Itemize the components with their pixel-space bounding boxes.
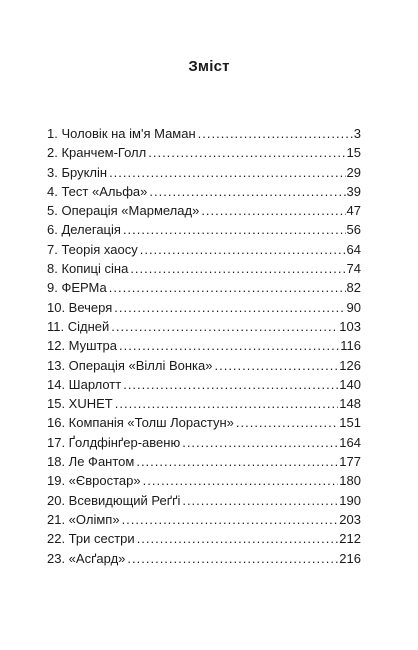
toc-entry <box>47 124 361 143</box>
toc-entry <box>47 163 361 182</box>
toc-entry <box>47 375 361 394</box>
toc-entry <box>47 394 361 413</box>
toc-leader-dots <box>119 336 339 355</box>
toc-entry <box>47 452 361 471</box>
toc-page-number: 190 <box>339 492 361 508</box>
toc-leader-dots <box>122 510 339 529</box>
toc-leader-dots <box>123 220 346 239</box>
toc-entry <box>47 471 361 490</box>
toc-entry-title: 12. Муштра <box>47 338 118 354</box>
toc-page-number: 3 <box>353 126 361 141</box>
toc-entry <box>47 529 361 548</box>
toc-leader-dots <box>109 163 345 182</box>
toc-page-number: 148 <box>339 396 361 412</box>
toc-entry <box>47 278 361 297</box>
toc-leader-dots <box>214 356 338 375</box>
toc-leader-dots <box>182 433 338 452</box>
toc-entry-title: 2. Кранчем-Голл <box>47 145 147 161</box>
toc-leader-dots <box>149 182 345 201</box>
toc-entry <box>47 201 361 220</box>
toc-leader-dots <box>114 298 345 317</box>
toc-entry-title: 9. ФЕРМа <box>47 280 107 296</box>
page-title: Зміст <box>188 58 230 75</box>
toc-page-number: 140 <box>339 376 361 392</box>
toc-page-number: 103 <box>339 318 361 334</box>
toc-page-number: 47 <box>346 203 361 219</box>
toc-leader-dots <box>236 413 338 432</box>
toc-page-number: 29 <box>346 164 361 180</box>
toc-page-number: 15 <box>346 145 361 161</box>
toc-entry-title: 21. «Олімп» <box>47 511 120 527</box>
toc-page-number: 82 <box>346 280 361 296</box>
toc-entry <box>47 317 361 336</box>
toc-entry <box>47 182 361 201</box>
toc-entry <box>47 220 361 239</box>
toc-page-number: 56 <box>346 222 361 238</box>
toc-leader-dots <box>143 471 339 490</box>
toc-entry-title: 18. Ле Фантом <box>47 454 135 470</box>
toc-entry-title: 15. ХUНЕТ <box>47 396 113 412</box>
toc-entry-title: 8. Копиці сіна <box>47 261 129 277</box>
toc-page-number: 90 <box>346 299 361 315</box>
toc-leader-dots <box>127 549 338 568</box>
toc-entry-title: 7. Теорія хаосу <box>47 241 138 257</box>
toc-entry-title: 22. Три сестри <box>47 531 135 547</box>
toc-page-number: 126 <box>339 357 361 373</box>
toc-leader-dots <box>201 201 345 220</box>
toc-entry <box>47 491 361 510</box>
toc-page-number: 39 <box>346 183 361 199</box>
toc-entry <box>47 413 361 432</box>
toc-entry-title: 17. Ґолдфінґер-авеню <box>47 434 181 450</box>
toc-leader-dots <box>198 124 353 143</box>
toc-leader-dots <box>140 240 346 259</box>
toc-entry <box>47 259 361 278</box>
toc-entry-title: 10. Вечеря <box>47 299 113 315</box>
toc-page-number: 216 <box>339 550 361 566</box>
toc-entry <box>47 549 361 568</box>
toc-entry-title: 5. Операція «Мармелад» <box>47 203 200 219</box>
toc-leader-dots <box>123 375 338 394</box>
toc-entry <box>47 433 361 452</box>
toc-entry-title: 20. Всевидющий Реґґі <box>47 492 181 508</box>
toc-entry-title: 3. Бруклін <box>47 164 108 180</box>
toc-entry-title: 13. Операція «Віллі Вонка» <box>47 357 213 373</box>
toc-entry-title: 11. Сідней <box>47 318 110 334</box>
toc-entry-title: 14. Шарлотт <box>47 376 122 392</box>
toc-leader-dots <box>115 394 339 413</box>
toc-page-number: 151 <box>339 415 361 431</box>
toc-entry <box>47 240 361 259</box>
toc-page-number: 180 <box>339 473 361 489</box>
toc-entry-title: 4. Тест «Альфа» <box>47 183 148 199</box>
toc-entry-title: 16. Компанія «Толш Лорастун» <box>47 415 234 431</box>
toc-entry-title: 1. Чоловік на ім'я Маман <box>47 126 196 141</box>
toc-page-number: 116 <box>340 338 361 354</box>
toc-leader-dots <box>148 143 345 162</box>
toc-leader-dots <box>182 491 338 510</box>
toc-leader-dots <box>109 278 346 297</box>
toc-entry <box>47 336 361 355</box>
toc-entry-title: 19. «Євростар» <box>47 473 141 489</box>
toc-leader-dots <box>130 259 345 278</box>
toc-page-number: 164 <box>339 434 361 450</box>
toc-entry <box>47 510 361 529</box>
table-of-contents <box>47 124 361 568</box>
toc-entry <box>47 356 361 375</box>
toc-page-number: 203 <box>339 511 361 527</box>
toc-page-number: 74 <box>346 261 361 277</box>
toc-entry <box>47 143 361 162</box>
toc-leader-dots <box>111 317 338 336</box>
toc-page-number: 177 <box>339 454 361 470</box>
toc-page-number: 64 <box>346 241 361 257</box>
toc-leader-dots <box>136 452 338 471</box>
toc-entry <box>47 298 361 317</box>
toc-page-number: 212 <box>339 531 361 547</box>
toc-leader-dots <box>137 529 339 548</box>
toc-entry-title: 6. Делегація <box>47 222 121 238</box>
toc-entry-title: 23. «Асґард» <box>47 550 126 566</box>
